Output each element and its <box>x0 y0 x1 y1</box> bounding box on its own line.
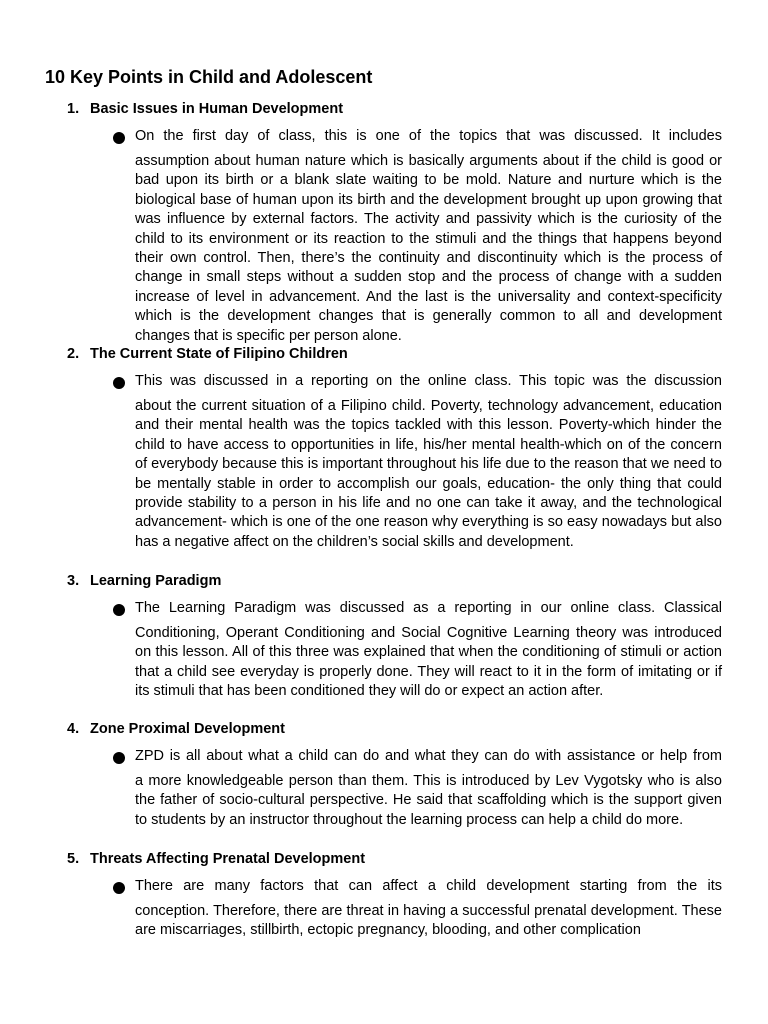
document-title: 10 Key Points in Child and Adolescent <box>45 67 373 87</box>
bullet-paragraph: Conditioning, Operant Conditioning and Social Cognitive Learning theory was introduced on this lesson. All of this three was explained that when the conditioning of stimuli or action that a child see everyday is properly done. They will react to it in the form of imitating or if its stimuli that has been conditioned they will do or expect an action after. <box>135 625 722 700</box>
section-heading <box>67 720 285 738</box>
bullet-icon <box>113 882 125 894</box>
bullet-first-line: ZPD is all about what a child can do and what they can do with assistance or help from <box>135 748 722 764</box>
bullet-paragraph: assumption about human nature which is basically arguments about if the child is good or bad upon its birth or a blank slate waiting to be mold. Nature and nurture which is the biological base of human upon its birth and the development brought up upon growing that was influence by external factors. The activity and passivity which is the curiosity of the child to its environment or its reaction to the stimuli and the things that happens beyond their own control. Then, there’s the continuity and discontinuity which is the process of change in small steps without a sudden stop and the process of change with a sudden increase of level in advancement. And the last is the universality and context-specificity which is the development changes that is generally common to all and development changes that is specific per person alone. <box>135 153 722 344</box>
section-heading <box>67 850 365 868</box>
section-number: 5. <box>67 851 80 867</box>
bullet-first-line: The Learning Paradigm was discussed as a reporting in our online class. Classical <box>135 600 722 616</box>
section-heading <box>67 345 348 363</box>
section-number: 2. <box>67 346 80 362</box>
section-number: 3. <box>67 573 80 589</box>
section-heading-text: Zone Proximal Development <box>90 721 285 737</box>
bullet-paragraph: about the current situation of a Filipino child. Poverty, technology advancement, education and their mental health was the topics tackled with this lesson. Poverty-which hinder the child to have access to opportunities in life, his/her mental health-which on of the concern of everybody because this is important throughout his life due to the reason that we need to be mentally stable in order to accomplish our goals, education- the only thing that could provide stability to a person in his life and no one can take it away, and the technological advancement- which is one of the one reason why everything is so easy nowadays but also has a negative affect on the children’s social skills and development. <box>135 398 722 550</box>
bullet-icon <box>113 377 125 389</box>
bullet-paragraph: a more knowledgeable person than them. This is introduced by Lev Vygotsky who is also the father of socio-cultural perspective. He said that scaffolding which is the support given to students by an instructor throughout the learning process can help a child do more. <box>135 773 722 828</box>
section-heading <box>67 572 221 590</box>
bullet-icon <box>113 604 125 616</box>
section-number: 4. <box>67 721 80 737</box>
bullet-icon <box>113 752 125 764</box>
section-heading <box>67 100 343 118</box>
bullet-icon <box>113 132 125 144</box>
bullet-first-line: There are many factors that can affect a child development starting from the its <box>135 878 722 894</box>
section-heading-text: Basic Issues in Human Development <box>90 101 344 117</box>
bullet-paragraph: conception. Therefore, there are threat in having a successful prenatal development. These are miscarriages, stillbirth, ectopic pregnancy, blooding, and other complication <box>135 903 722 939</box>
section-number: 1. <box>67 101 80 117</box>
bullet-first-line: This was discussed in a reporting on the online class. This topic was the discussion <box>135 373 722 389</box>
section-heading-text: Learning Paradigm <box>90 573 222 589</box>
bullet-first-line: On the first day of class, this is one of the topics that was discussed. It includes <box>135 128 722 144</box>
section-heading-text: The Current State of Filipino Children <box>90 346 348 362</box>
section-heading-text: Threats Affecting Prenatal Development <box>90 851 366 867</box>
